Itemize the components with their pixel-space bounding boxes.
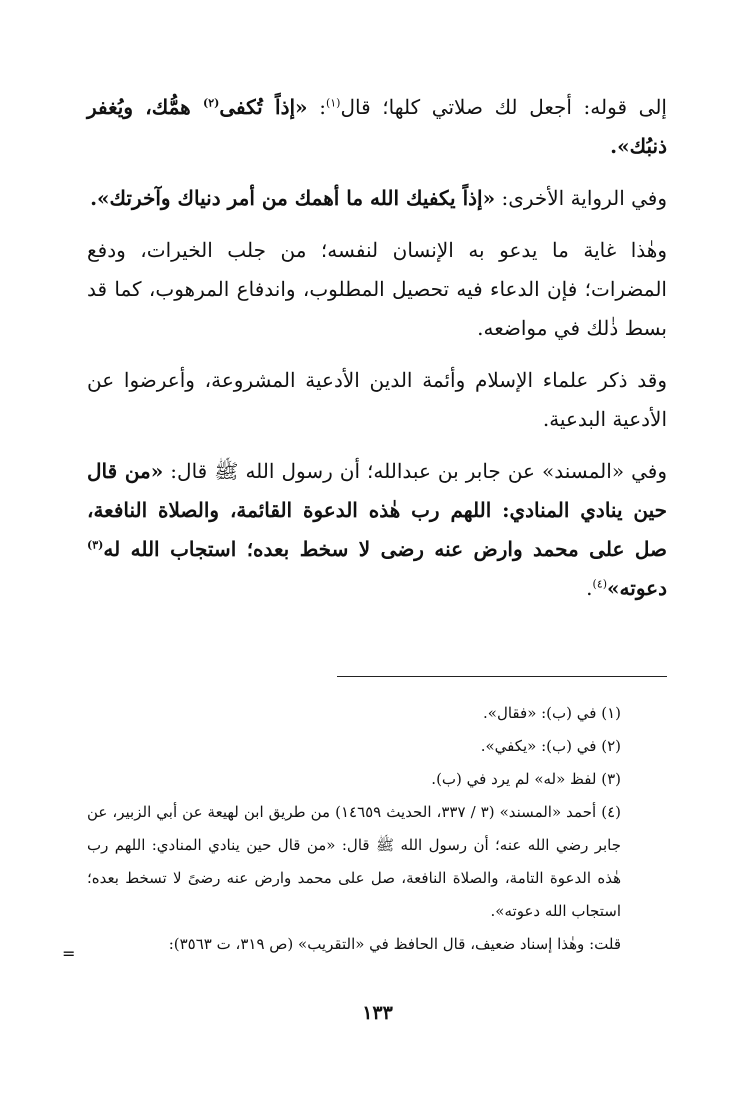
text-run: وفي «المسند» عن جابر بن عبدالله؛ أن رسول الله ﷺ قال: — [163, 459, 667, 483]
continuation-mark: = — [62, 944, 76, 963]
hadith-quote: «إذاً يكفيك الله ما أهمك من أمر دنياك وآخرتك». — [90, 186, 496, 210]
main-text — [87, 88, 667, 621]
paragraph-2 — [87, 179, 667, 218]
text-run: . — [586, 576, 593, 600]
footnote-comment: قلت: وهٰذا إسناد ضعيف، قال الحافظ في «التقريب» (ص ٣١٩، ت ٣٥٦٣): — [168, 935, 621, 953]
page-number: ١٣٣ — [362, 1002, 393, 1024]
hadith-quote: دعوته» — [607, 576, 667, 600]
text-run: : — [307, 95, 326, 119]
footnote-2: (٢) في (ب): «يكفي». — [480, 737, 621, 755]
hadith-quote: «إذاً تُكفى — [219, 95, 308, 119]
text-run: وفي الرواية الأخرى: — [495, 186, 667, 210]
paragraph-5 — [87, 452, 667, 608]
footnote-ref-2: (٢) — [202, 96, 220, 110]
paragraph-4: وقد ذكر علماء الإسلام وأئمة الدين الأدعية المشروعة، وأعرضوا عن الأدعية البدعية. — [87, 368, 667, 431]
text-run: إلى قوله: أجعل لك صلاتي كلها؛ قال — [340, 95, 667, 119]
footnote-1: (١) في (ب): «فقال». — [483, 704, 621, 722]
hadith-quote: «من قال حين ينادي المنادي: اللهم رب هٰذه الدعوة القائمة، والصلاة النافعة، صل على محمد وارض عنه رضى لا سخط بعده؛ استجاب الله له — [87, 459, 667, 561]
footnote-divider — [337, 676, 667, 677]
footnote-3: (٣) لفظ «له» لم يرد في (ب). — [431, 770, 621, 788]
paragraph-1 — [87, 88, 667, 166]
hadith-quote: همُّك، ويُغفر ذنبُك». — [87, 95, 667, 158]
footnote-4: (٤) أحمد «المسند» (٣ / ٣٣٧، الحديث ١٤٦٥٩) من طريق ابن لهيعة عن أبي الزبير، عن جابر رضي الله عنه؛ أن رسول الله ﷺ قال: «من قال حين ينادي المنادي: اللهم رب هٰذه الدعوة التامة، والصلاة النافعة، صل على محمد وارض عنه رضىً لا تسخط بعده؛ استجاب الله دعوته». — [87, 803, 622, 920]
footnote-ref-4: (٤) — [592, 577, 608, 591]
footnote-ref-3: (٣) — [87, 538, 104, 552]
footnotes — [87, 697, 667, 961]
paragraph-3: وهٰذا غاية ما يدعو به الإنسان لنفسه؛ من جلب الخيرات، ودفع المضرات؛ فإن الدعاء فيه تحصيل المطلوب، واندفاع المرهوب، كما قد بسط ذٰلك في مواضعه. — [87, 238, 667, 340]
footnote-ref-1: (١) — [325, 96, 341, 110]
